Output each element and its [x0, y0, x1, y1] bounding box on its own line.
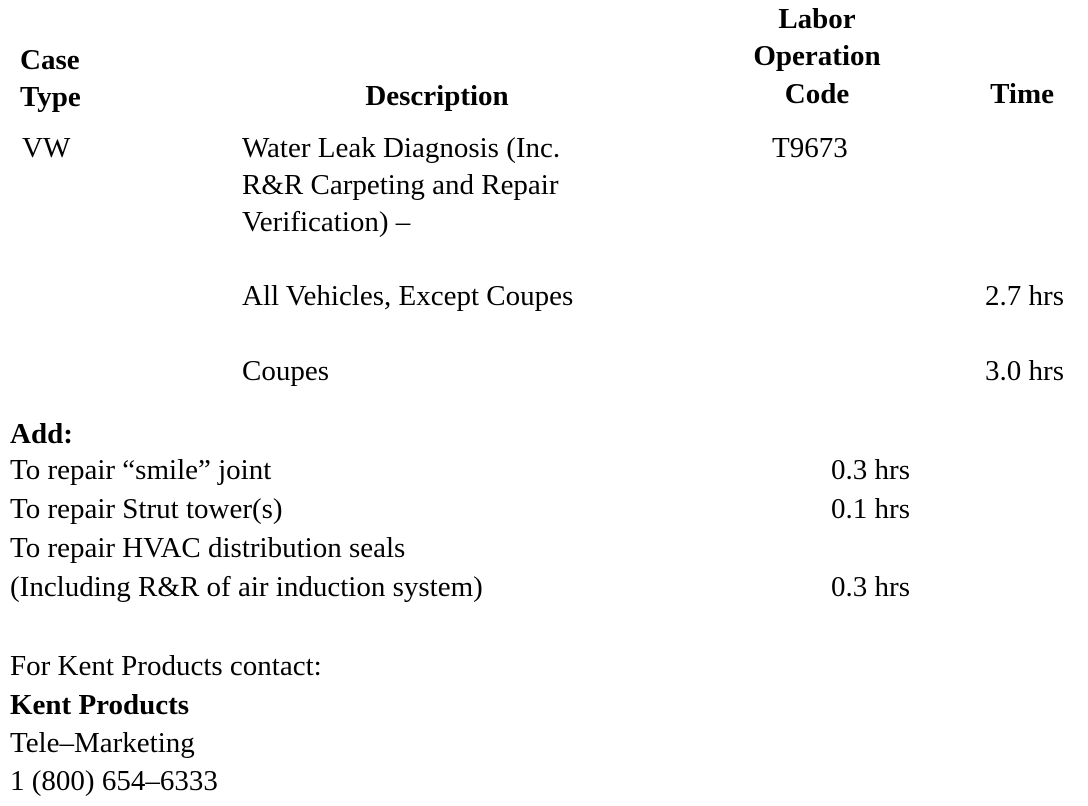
- header-labor-line1: Labor: [778, 3, 856, 35]
- add-item-time: 0.3 hrs: [831, 571, 910, 603]
- header-time: Time: [990, 78, 1054, 110]
- subrow-label: Coupes: [242, 355, 329, 387]
- case-type-value: VW: [22, 132, 71, 164]
- add-item-label: To repair “smile” joint: [10, 454, 272, 486]
- add-item-label: To repair HVAC distribution seals: [10, 532, 406, 564]
- contact-intro: For Kent Products contact:: [10, 650, 322, 682]
- contact-phone: 1 (800) 654–6333: [10, 765, 218, 797]
- description-line2: R&R Carpeting and Repair: [242, 169, 559, 201]
- subrow-time: 2.7 hrs: [985, 280, 1064, 312]
- header-labor-line2: Operation: [753, 40, 881, 72]
- header-description: Description: [365, 80, 509, 112]
- description-line1: Water Leak Diagnosis (Inc.: [242, 132, 561, 164]
- header-labor-line3: Code: [784, 78, 850, 110]
- labor-code-value: T9673: [772, 132, 848, 164]
- contact-department: Tele–Marketing: [10, 727, 195, 759]
- add-item-label: (Including R&R of air induction system): [10, 571, 483, 603]
- header-case-type-line2: Type: [20, 81, 81, 113]
- subrow-label: All Vehicles, Except Coupes: [242, 280, 574, 312]
- contact-company: Kent Products: [10, 689, 190, 721]
- add-heading: Add:: [10, 418, 73, 450]
- description-line3: Verification) –: [242, 206, 411, 238]
- header-case-type-line1: Case: [20, 44, 80, 76]
- add-item-time: 0.1 hrs: [831, 493, 910, 525]
- add-item-label: To repair Strut tower(s): [10, 493, 283, 525]
- subrow-time: 3.0 hrs: [985, 355, 1064, 387]
- add-item-time: 0.3 hrs: [831, 454, 910, 486]
